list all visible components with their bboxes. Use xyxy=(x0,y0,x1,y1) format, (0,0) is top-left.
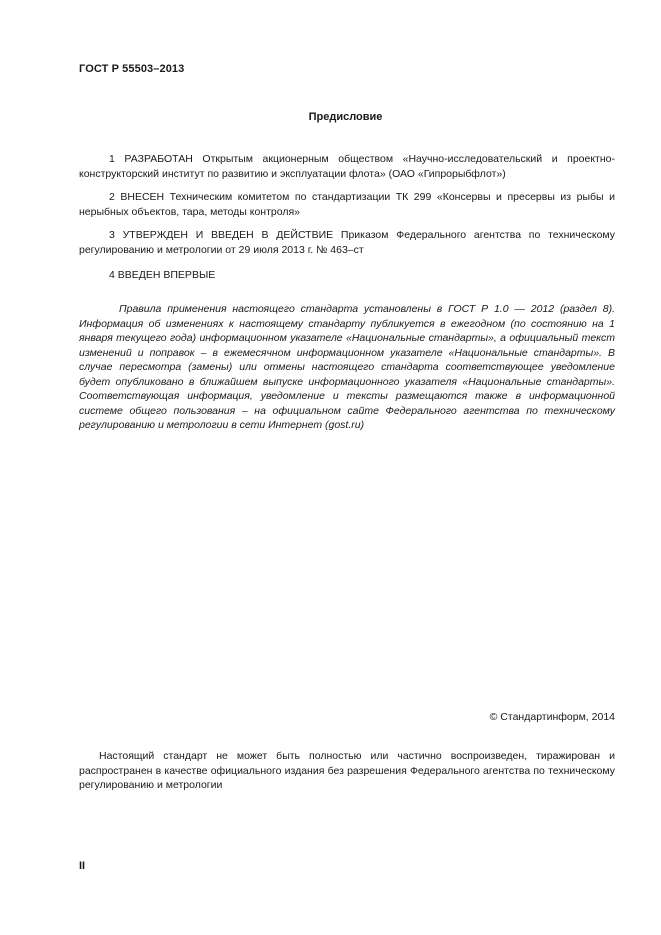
foreword-item-text: 1 РАЗРАБОТАН Открытым акционерным обществом «Научно-исследовательский и проектно-конструкторский институт по развитию и эксплуатации флота» (ОАО «Гипрорыбфлот») xyxy=(79,153,615,180)
foreword-item-text: 4 ВВЕДЕН ВПЕРВЫЕ xyxy=(109,269,216,281)
reproduction-notice xyxy=(79,749,615,793)
foreword-item-text: 2 ВНЕСЕН Техническим комитетом по стандартизации ТК 299 «Консервы и пресервы из рыбы и нерыбных объектов, тара, методы контроля» xyxy=(79,191,615,218)
foreword-item-1 xyxy=(79,152,615,181)
foreword-item-4 xyxy=(79,268,615,283)
foreword-item-2 xyxy=(79,190,615,219)
page-number: II xyxy=(79,860,86,872)
document-code: ГОСТ Р 55503–2013 xyxy=(79,63,185,75)
foreword-item-3 xyxy=(79,228,615,257)
reproduction-notice-text: Настоящий стандарт не может быть полностью или частично воспроизведен, тиражирован и распространен в качестве официального издания без разрешения Федерального агентства по техническому регулированию и метрологии xyxy=(79,750,615,791)
section-title: Предисловие xyxy=(308,111,383,123)
foreword-item-text: 3 УТВЕРЖДЕН И ВВЕДЕН В ДЕЙСТВИЕ Приказом Федерального агентства по техническому регулированию и метрологии от 29 июля 2013 г. № 463–ст xyxy=(79,229,615,256)
rules-paragraph-text: Правила применения настоящего стандарта установлены в ГОСТ Р 1.0 — 2012 (раздел 8). Информация об изменениях к настоящему стандарту публикуется в ежегодном (по состоянию на 1 января текущего года) информационном указателе «Национальные стандарты», а официальный текст изменений и поправок – в ежемесячном информационном указателе «Национальные стандарты». В случае пересмотра (замены) или отмены настоящего стандарта соответствующее уведомление будет опубликовано в ближайшем выпуске информационного указателя «Национальные стандарты». Соответствующая информация, уведомление и тексты размещаются также в информационной системе общего пользования – на официальном сайте Федерального агентства по техническому регулированию и метрологии в сети Интернет (gost.ru) xyxy=(79,303,615,431)
copyright-line: © Стандартинформ, 2014 xyxy=(489,711,615,723)
rules-paragraph xyxy=(79,302,615,433)
